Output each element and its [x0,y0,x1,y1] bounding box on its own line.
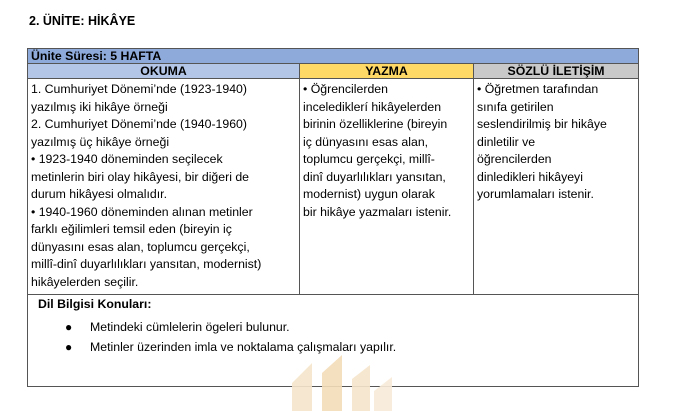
list-item [28,317,638,337]
watermark-logo [262,355,422,411]
header-sozlu: SÖZLÜ İLETİŞİM [474,64,639,79]
yazma-line: toplumcu gerçekçi, millî- [303,152,435,166]
okuma-line: yazılmış iki hikâye örneği [31,99,168,114]
okuma-line: • 1940-1960 döneminden alınan metinler [31,204,253,219]
yazma-line: modernist) uygun olarak [303,187,435,201]
sozlu-line: seslendirilmiş bir hikâye [477,117,607,131]
okuma-line: metinlerin biri olay hikâyesi, bir diğeri de [31,169,250,184]
unit-plan-table [27,48,639,387]
unit-duration: Ünite Süresi: 5 HAFTA [28,49,639,64]
list-item [28,337,638,357]
sozlu-line: yorumlamaları istenir. [477,187,594,201]
okuma-line: yazılmış üç hikâye örneği [31,134,170,149]
bullet-icon: ● [65,339,73,354]
okuma-line: millî-dinî duyarlılıkları yansıtan, modernist) [31,257,262,271]
grammar-item-text: Metinler üzerinden imla ve noktalama çalışmaları yapılır. [90,339,397,354]
yazma-line: dinî duyarlılıkları yansıtan, [303,169,446,184]
okuma-line: • 1923-1940 döneminden seçilecek [31,152,223,166]
sozlu-line: dinletilir ve [477,134,536,149]
yazma-line: iç dünyasını esas alan, [303,134,429,149]
yazma-line: birinin özelliklerine (bireyin [303,117,448,131]
sozlu-content [474,79,639,295]
okuma-line: 2. Cumhuriyet Dönemi’nde (1940-1960) [31,117,247,131]
grammar-heading: Dil Bilgisi Konuları: [38,297,152,311]
yazma-line: bir hikâye yazmaları istenir. [303,204,452,219]
sozlu-line: • Öğretmen tarafından [477,82,599,96]
okuma-line: durum hikâyesi olmalıdır. [31,187,168,201]
okuma-line: dünyasını esas alan, toplumcu gerçekçi, [31,239,250,254]
sozlu-line: öğrencilerden [477,152,552,166]
sozlu-line: dinledikleri hikâyeyi [477,169,583,184]
yazma-content [300,79,474,295]
grammar-list [28,317,638,357]
okuma-line: 1. Cumhuriyet Dönemi’nde (1923-1940) [31,82,247,96]
yazma-line: incelediklerí hikâyelerden [303,99,442,114]
bullet-icon: ● [65,319,73,334]
header-okuma: OKUMA [28,64,300,79]
unit-title: 2. ÜNİTE: HİKÂYE [29,14,136,28]
okuma-content [28,79,300,295]
okuma-line: hikâyelerden seçilir. [31,274,139,289]
yazma-line: • Öğrencilerden [303,82,388,96]
header-yazma: YAZMA [300,64,474,79]
okuma-line: farklı eğilimleri temsil eden (bireyin iç [31,222,232,236]
grammar-item-text: Metindeki cümlelerin ögeleri bulunur. [90,319,290,334]
sozlu-line: sınıfa getirilen [477,99,554,114]
